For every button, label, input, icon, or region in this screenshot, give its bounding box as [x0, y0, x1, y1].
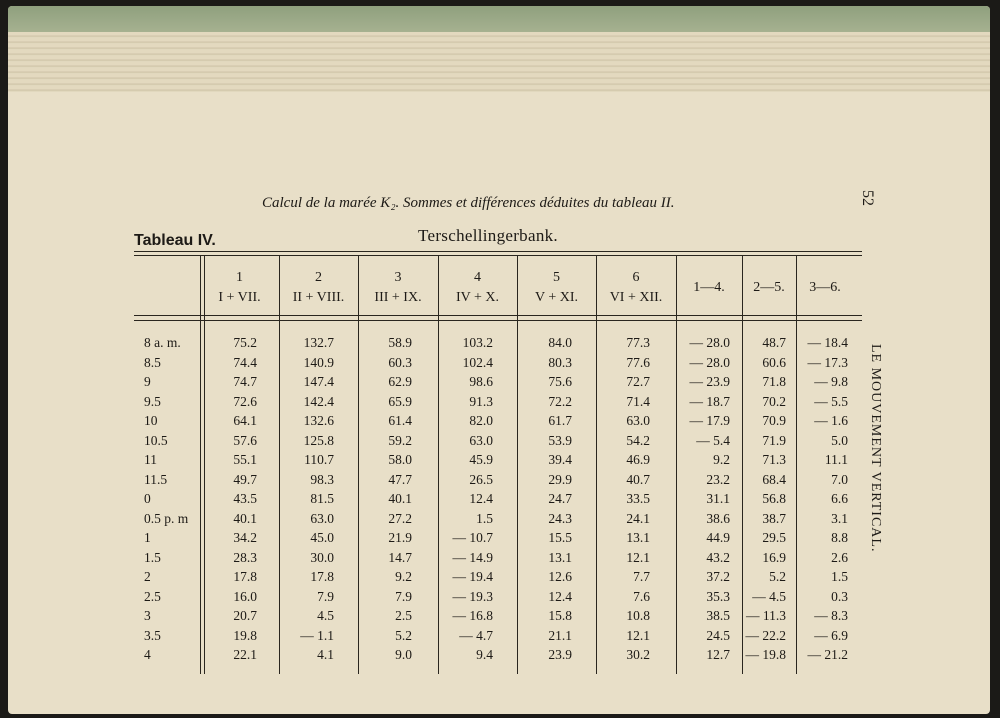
table-cell: 40.7: [626, 471, 650, 487]
table-cell: 55.1: [233, 452, 257, 467]
row-label: 1.5: [144, 549, 161, 565]
table-cell: 71.8: [762, 374, 786, 389]
table-column: [596, 333, 650, 665]
column-label: III + IX.: [374, 290, 422, 305]
table-cell: 29.9: [548, 471, 572, 487]
row-label: 11: [144, 452, 157, 467]
table-cell: 9.4: [476, 647, 493, 662]
table-cell: 1.5: [476, 510, 493, 526]
table-cell: 61.7: [548, 413, 572, 428]
table-cell: 34.2: [233, 530, 257, 545]
column-number: 5: [553, 270, 560, 285]
table-cell: 30.0: [310, 549, 334, 565]
row-label: 10: [144, 413, 158, 428]
column-header: [596, 264, 676, 312]
table-cell: 5.2: [395, 627, 412, 643]
table-cell: — 9.8: [814, 374, 848, 389]
table-column: [676, 333, 730, 665]
row-label: 9.5: [144, 393, 161, 409]
column-header: [517, 264, 596, 312]
row-label: 10.5: [144, 432, 168, 448]
table-cell: 75.6: [548, 374, 572, 389]
table-cell: 63.0: [469, 432, 493, 448]
table-cell: 70.2: [762, 393, 786, 409]
table-cell: 38.7: [762, 510, 786, 526]
table-cell: 13.1: [626, 530, 650, 545]
table-cell: 63.0: [310, 510, 334, 526]
table-cell: 132.6: [303, 413, 334, 428]
table-column: [796, 333, 848, 665]
column-label: V + XI.: [534, 290, 579, 305]
table-cell: 65.9: [388, 393, 412, 409]
table-cell: 71.9: [762, 432, 786, 448]
row-label: 2.5: [144, 588, 161, 604]
book-page: [8, 6, 990, 714]
table-cell: 71.3: [762, 452, 786, 467]
column-number: 4: [474, 270, 481, 285]
table-cell: — 28.0: [689, 335, 730, 350]
table-cell: 39.4: [548, 452, 572, 467]
table-cell: 68.4: [762, 471, 786, 487]
table-cell: 38.5: [706, 608, 730, 623]
page-top-edge: [8, 6, 990, 32]
table-cell: 53.9: [548, 432, 572, 448]
row-label: 3.5: [144, 627, 161, 643]
column-number: 3: [394, 270, 402, 285]
table-cell: 0.3: [831, 588, 848, 604]
table-cell: 58.0: [388, 452, 412, 467]
table-cell: 45.0: [310, 530, 334, 545]
table-cell: — 21.2: [807, 647, 848, 662]
table-cell: 60.3: [388, 354, 412, 370]
table-cell: 132.7: [303, 335, 334, 350]
table-cell: 16.0: [233, 588, 257, 604]
table-cell: 71.4: [626, 393, 650, 409]
table-cell: 20.7: [233, 608, 257, 623]
table-cell: 125.8: [303, 432, 334, 448]
column-label: 3—6.: [809, 280, 841, 295]
table-cell: 27.2: [388, 510, 412, 526]
table-caption: Calcul de la marée K₂. Sommes et différences déduites du tableau II.: [262, 195, 675, 211]
column-header: [742, 264, 796, 312]
table-cell: 12.1: [626, 627, 650, 643]
column-header: [438, 264, 517, 312]
table-cell: 77.6: [626, 354, 650, 370]
table-cell: 24.1: [626, 510, 650, 526]
table-cell: 12.6: [548, 569, 572, 584]
table-cell: 7.7: [633, 569, 650, 584]
table-cell: 9.2: [713, 452, 730, 467]
table-cell: 16.9: [762, 549, 786, 565]
table-cell: 5.0: [831, 432, 848, 448]
table-cell: 43.2: [706, 549, 730, 565]
table-cell: 15.5: [548, 530, 572, 545]
row-label: 8.5: [144, 354, 161, 370]
table-cell: 58.9: [388, 335, 412, 350]
column-number: 2: [315, 270, 322, 285]
row-label: 11.5: [144, 471, 168, 487]
table-cell: 43.5: [233, 491, 257, 506]
table-cell: 62.9: [388, 374, 412, 389]
table-cell: 7.0: [831, 471, 848, 487]
table-cell: — 19.3: [452, 588, 493, 604]
table-column: [279, 333, 334, 665]
table-cell: 23.9: [548, 647, 572, 662]
table-cell: — 17.9: [689, 413, 730, 428]
column-header: [796, 264, 854, 312]
row-label: 3: [144, 608, 151, 623]
row-label: 0: [144, 491, 151, 506]
table-cell: 102.4: [462, 354, 493, 370]
table-cell: — 28.0: [689, 354, 730, 370]
table-cell: 6.6: [831, 491, 848, 506]
table-cell: 63.0: [626, 413, 650, 428]
table-cell: 72.2: [548, 393, 572, 409]
table-cell: 12.4: [548, 588, 572, 604]
table-cell: 75.2: [233, 335, 257, 350]
table-cell: 74.7: [233, 374, 257, 389]
column-label: 1—4.: [693, 280, 725, 295]
table-cell: 24.3: [548, 510, 572, 526]
table-label: Tableau IV.: [134, 232, 216, 249]
table-cell: 98.6: [469, 374, 493, 389]
row-labels: [144, 333, 188, 665]
table-cell: — 1.6: [814, 413, 848, 428]
column-header: [200, 264, 279, 312]
table-cell: 57.6: [233, 432, 257, 448]
table-cell: 17.8: [310, 569, 334, 584]
table-cell: 59.2: [388, 432, 412, 448]
table-cell: 98.3: [310, 471, 334, 487]
station-title: Terschellingerbank.: [418, 226, 558, 245]
table-cell: — 8.3: [814, 608, 848, 623]
table-cell: 147.4: [303, 374, 334, 389]
table-top-rule-inner: [134, 255, 862, 256]
table-cell: 110.7: [304, 452, 334, 467]
table-cell: 19.8: [233, 627, 257, 643]
table-cell: 28.3: [233, 549, 257, 565]
table-cell: 37.2: [706, 569, 730, 584]
table-cell: — 22.2: [745, 627, 786, 643]
table-cell: — 17.3: [807, 354, 848, 370]
row-label: 8 a. m.: [144, 335, 181, 350]
column-number: 1: [236, 270, 243, 285]
row-label: 2: [144, 569, 151, 584]
table-cell: 84.0: [548, 335, 572, 350]
column-label: VI + XII.: [609, 290, 663, 305]
table-cell: 64.1: [233, 413, 257, 428]
table-cell: 7.6: [633, 588, 650, 604]
table-cell: 2.6: [831, 549, 848, 565]
table-cell: 4.5: [317, 608, 334, 623]
table-cell: 12.1: [626, 549, 650, 565]
table-cell: 10.8: [626, 608, 650, 623]
table-cell: 21.9: [388, 530, 412, 545]
table-top-rule: [134, 251, 862, 252]
table-cell: 11.1: [824, 452, 848, 467]
table-cell: 72.6: [233, 393, 257, 409]
table-cell: 80.3: [548, 354, 572, 370]
row-label: 1: [144, 530, 151, 545]
table-cell: 81.5: [310, 491, 334, 506]
page-number: 52: [859, 190, 876, 206]
table-cell: 24.7: [548, 491, 572, 506]
table-cell: 7.9: [395, 588, 412, 604]
table-cell: 24.5: [706, 627, 730, 643]
table-cell: 13.1: [548, 549, 572, 565]
table-cell: 8.8: [831, 530, 848, 545]
table-cell: — 4.5: [752, 588, 786, 604]
table-cell: — 4.7: [459, 627, 493, 643]
table-cell: 30.2: [626, 647, 650, 662]
table-cell: 12.4: [469, 491, 493, 506]
column-label: IV + X.: [455, 290, 500, 305]
table-cell: 17.8: [233, 569, 257, 584]
table-cell: — 18.4: [807, 335, 848, 350]
table-cell: — 19.8: [745, 647, 786, 662]
table-cell: — 19.4: [452, 569, 493, 584]
running-head: LE MOUVEMENT VERTICAL.: [868, 344, 883, 553]
table-cell: — 23.9: [689, 374, 730, 389]
table-cell: 56.8: [762, 491, 786, 506]
table-cell: 23.2: [706, 471, 730, 487]
table-cell: 46.9: [626, 452, 650, 467]
table-cell: — 6.9: [814, 627, 848, 643]
row-label: 9: [144, 374, 151, 389]
table-column: [517, 333, 572, 665]
table-cell: 103.2: [462, 335, 493, 350]
column-header: [358, 264, 438, 312]
row-label: 0.5 p. m: [144, 510, 189, 526]
table-cell: — 11.3: [746, 608, 786, 623]
header-bottom-rule-inner: [134, 320, 862, 321]
table-cell: 5.2: [769, 569, 786, 584]
table-column: [438, 333, 493, 665]
table-cell: 9.0: [395, 647, 412, 662]
table-cell: 15.8: [548, 608, 572, 623]
table-cell: 54.2: [626, 432, 650, 448]
table-cell: 1.5: [831, 569, 848, 584]
table-cell: 2.5: [395, 608, 412, 623]
table-cell: 33.5: [626, 491, 650, 506]
table-cell: 40.1: [233, 510, 257, 526]
table-cell: 3.1: [831, 510, 848, 526]
column-header: [279, 264, 358, 312]
table-cell: — 18.7: [689, 393, 730, 409]
table-column: [358, 333, 412, 665]
column-label: II + VIII.: [292, 290, 345, 305]
table-cell: 91.3: [469, 393, 493, 409]
table-cell: 21.1: [548, 627, 572, 643]
table-cell: 22.1: [233, 647, 257, 662]
table-cell: — 5.5: [814, 393, 848, 409]
table-cell: 26.5: [469, 471, 493, 487]
table-cell: 35.3: [706, 588, 730, 604]
table-cell: 38.6: [706, 510, 730, 526]
header-bottom-rule: [134, 315, 862, 316]
table-cell: — 16.8: [452, 608, 493, 623]
table-column: [200, 333, 257, 665]
table-cell: 40.1: [388, 491, 412, 506]
table-cell: 4.1: [317, 647, 334, 662]
column-label: 2—5.: [753, 280, 785, 295]
table-cell: 44.9: [706, 530, 730, 545]
table-cell: — 5.4: [696, 432, 730, 448]
table-cell: 7.9: [317, 588, 334, 604]
table-cell: 31.1: [706, 491, 730, 506]
table-column: [742, 333, 786, 665]
table-cell: 47.7: [388, 471, 412, 487]
table-cell: 45.9: [469, 452, 493, 467]
column-number: 6: [632, 270, 640, 285]
table-cell: 74.4: [233, 354, 257, 370]
table-cell: 48.7: [762, 335, 786, 350]
table-cell: 142.4: [303, 393, 334, 409]
table-cell: — 10.7: [452, 530, 493, 545]
table-cell: 49.7: [233, 471, 257, 487]
table-cell: — 14.9: [452, 549, 493, 565]
table-cell: 12.7: [706, 647, 730, 662]
table-cell: 140.9: [303, 354, 334, 370]
table-cell: 9.2: [395, 569, 412, 584]
table-cell: 70.9: [762, 413, 786, 428]
table-cell: 29.5: [762, 530, 786, 545]
column-label: I + VII.: [218, 290, 261, 305]
column-header: [676, 264, 742, 312]
table-cell: 14.7: [388, 549, 412, 565]
table-cell: 60.6: [762, 354, 786, 370]
page-stack-edge: [8, 32, 990, 92]
table-cell: 77.3: [626, 335, 650, 350]
table-cell: 82.0: [469, 413, 493, 428]
table-cell: 72.7: [626, 374, 650, 389]
table-cell: 61.4: [388, 413, 412, 428]
row-label: 4: [144, 647, 151, 662]
table-cell: — 1.1: [300, 627, 334, 643]
